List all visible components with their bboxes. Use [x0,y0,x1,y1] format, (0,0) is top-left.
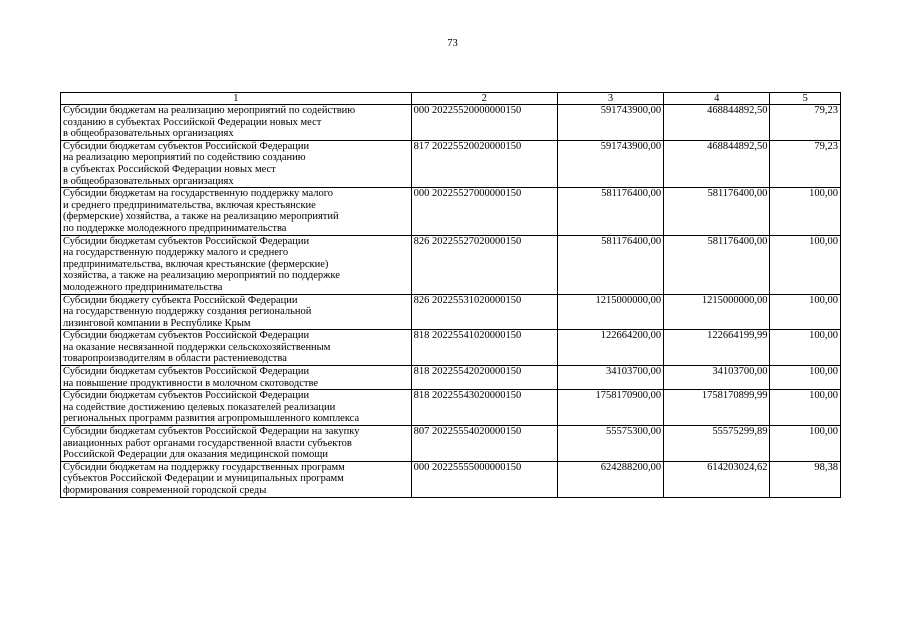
plan-amount-cell: 55575300,00 [557,426,663,462]
subsidy-name-line: созданию в субъектах Российской Федерации новых мест [63,116,322,128]
budget-code-cell: 826 20225531020000150 [411,294,557,330]
budget-code-cell: 826 20225527020000150 [411,235,557,294]
subsidy-name-line: лизинговой компании в Республике Крым [63,317,251,329]
table-row [61,105,841,141]
subsidy-name-line: (фермерские) хозяйства, а также на реализацию мероприятий [63,211,339,223]
executed-amount-cell: 468844892,50 [664,105,770,141]
table-row [61,235,841,294]
subsidy-name-cell [61,294,412,330]
execution-percent-cell: 100,00 [770,390,841,426]
plan-amount-cell: 581176400,00 [557,188,663,235]
subsidy-name-cell [61,366,412,390]
budget-code-cell: 807 20225554020000150 [411,426,557,462]
budget-code-cell: 000 20225520000000150 [411,105,557,141]
table-row [61,390,841,426]
budget-code-cell: 000 20225527000000150 [411,188,557,235]
subsidy-name-line: Субсидии бюджетам на поддержку государственных программ [63,461,345,473]
executed-amount-cell: 614203024,62 [664,461,770,497]
subsidy-name-line: товаропроизводителям в области растениеводства [63,353,287,365]
subsidy-name-line: формирования современной городской среды [63,485,267,496]
subsidy-name-line: на содействие достижению целевых показателей реализации [63,401,336,413]
column-header-2: 2 [411,93,557,105]
subsidy-name-line: региональных программ развития агропромышленного комплекса [63,413,360,425]
plan-amount-cell: 1215000000,00 [557,294,663,330]
subsidy-name-line: на оказание несвязанной поддержки сельскохозяйственным [63,341,331,353]
execution-percent-cell: 100,00 [770,426,841,462]
subsidy-name-line: на государственную поддержку создания региональной [63,306,312,318]
column-header-5: 5 [770,93,841,105]
plan-amount-cell: 624288200,00 [557,461,663,497]
subsidy-name-cell [61,105,412,141]
table-row [61,188,841,235]
budget-code-cell: 818 20225541020000150 [411,330,557,366]
subsidy-name-line: Субсидии бюджетам на государственную поддержку малого [63,188,334,200]
subsidy-name-cell [61,188,412,235]
subsidy-name-cell [61,390,412,426]
executed-amount-cell: 34103700,00 [664,366,770,390]
executed-amount-cell: 55575299,89 [664,426,770,462]
table-row [61,294,841,330]
subsidy-name-line: авиационных работ органами государственной власти субъектов [63,437,352,449]
subsidy-name-line: Субсидии бюджетам субъектов Российской Федерации [63,366,310,378]
plan-amount-cell: 34103700,00 [557,366,663,390]
table-row [61,426,841,462]
table-body [61,105,841,498]
column-header-3: 3 [557,93,663,105]
subsidy-name-cell [61,140,412,187]
subsidy-name-line: Субсидии бюджету субъекта Российской Федерации [63,294,298,306]
execution-percent-cell: 79,23 [770,105,841,141]
executed-amount-cell: 581176400,00 [664,188,770,235]
subsidy-name-cell [61,330,412,366]
subsidy-name-line: Российской Федерации для оказания медицинской помощи [63,449,328,461]
subsidy-name-line: на государственную поддержку малого и среднего [63,247,289,259]
plan-amount-cell: 591743900,00 [557,140,663,187]
budget-code-cell: 818 20225542020000150 [411,366,557,390]
column-header-4: 4 [664,93,770,105]
table-row [61,140,841,187]
table-header-row [61,93,841,105]
column-header-1: 1 [61,93,412,105]
execution-percent-cell: 100,00 [770,366,841,390]
execution-percent-cell: 79,23 [770,140,841,187]
subsidy-name-line: в общеобразовательных организациях [63,175,234,187]
executed-amount-cell: 1758170899,99 [664,390,770,426]
page-number: 73 [447,38,458,49]
subsidy-name-cell [61,461,412,497]
execution-percent-cell: 100,00 [770,188,841,235]
table-row [61,366,841,390]
subsidy-name-line: Субсидии бюджетам субъектов Российской Федерации на закупку [63,426,360,438]
execution-percent-cell: 100,00 [770,235,841,294]
execution-percent-cell: 100,00 [770,294,841,330]
table-row [61,330,841,366]
executed-amount-cell: 581176400,00 [664,235,770,294]
subsidy-name-line: Субсидии бюджетам на реализацию мероприятий по содействию [63,105,356,116]
subsidy-name-line: и среднего предпринимательства, включая крестьянские [63,199,316,211]
executed-amount-cell: 468844892,50 [664,140,770,187]
executed-amount-cell: 122664199,99 [664,330,770,366]
subsidy-name-line: на повышение продуктивности в молочном скотоводстве [63,377,319,389]
budget-code-cell: 818 20225543020000150 [411,390,557,426]
execution-percent-cell: 98,38 [770,461,841,497]
execution-percent-cell: 100,00 [770,330,841,366]
subsidy-name-line: Субсидии бюджетам субъектов Российской Федерации [63,390,310,402]
subsidy-name-line: в субъектах Российской Федерации новых мест [63,163,276,175]
table-row [61,461,841,497]
subsidy-name-cell [61,235,412,294]
subsidy-name-line: предпринимательства, включая крестьянские (фермерские) [63,258,329,270]
plan-amount-cell: 591743900,00 [557,105,663,141]
subsidy-name-line: Субсидии бюджетам субъектов Российской Федерации [63,140,310,152]
budget-code-cell: 817 20225520020000150 [411,140,557,187]
subsidy-name-cell [61,426,412,462]
subsidy-name-line: в общеобразовательных организациях [63,128,234,140]
plan-amount-cell: 122664200,00 [557,330,663,366]
plan-amount-cell: 1758170900,00 [557,390,663,426]
plan-amount-cell: 581176400,00 [557,235,663,294]
subsidy-name-line: на реализацию мероприятий по содействию созданию [63,152,306,164]
subsidy-name-line: хозяйства, а также на реализацию мероприятий по поддержке [63,270,340,282]
budget-code-cell: 000 20225555000000150 [411,461,557,497]
executed-amount-cell: 1215000000,00 [664,294,770,330]
subsidy-name-line: Субсидии бюджетам субъектов Российской Федерации [63,330,310,342]
subsidy-name-line: Субсидии бюджетам субъектов Российской Федерации [63,235,310,247]
subsidy-name-line: по поддержке молодежного предпринимательства [63,222,287,234]
budget-table [60,92,841,498]
subsidy-name-line: молодежного предпринимательства [63,281,223,293]
subsidy-name-line: субъектов Российской Федерации и муниципальных программ [63,473,344,485]
